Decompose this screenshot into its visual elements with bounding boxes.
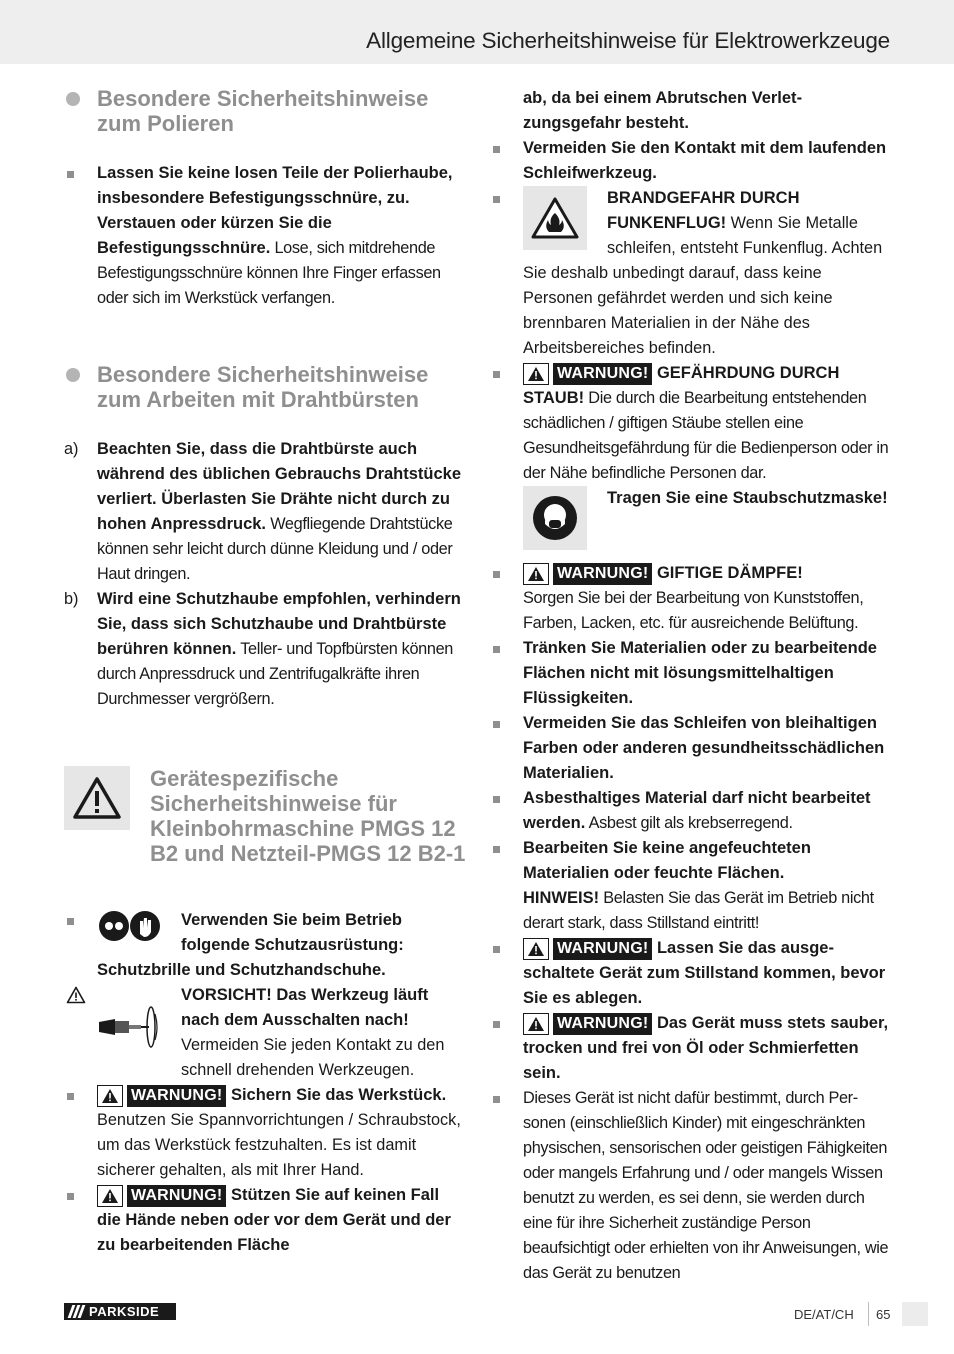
square-bullet-icon bbox=[493, 721, 500, 728]
item-bold-text: Vermeiden Sie das Schleifen von bleihaltigen Farben oder anderen gesundheitsschädlichen Materialien. bbox=[523, 714, 885, 782]
left-column bbox=[64, 86, 466, 1258]
warning-label: WARNUNG! bbox=[127, 1185, 226, 1207]
square-bullet-icon bbox=[493, 846, 500, 853]
list-item-fire bbox=[490, 186, 890, 361]
square-bullet-icon bbox=[493, 196, 500, 203]
footer-divider bbox=[868, 1302, 869, 1326]
item-text: Dieses Gerät ist nicht dafür bestimmt, durch Personen (einschließlich Kinder) mit eingeschränkten physischen, sensorischen oder geistigen Fähigkeiten oder mangels Erfahrung und / oder mangels Wissen benutzt zu werden, es sei denn, sie werden durch eine für ihre Sicherheit zuständige Person beaufsichtigt oder erhielten von ihr Anweisungen, wie das Gerät zu benutzen bbox=[523, 1089, 889, 1282]
item-bold-text: Vermeiden Sie den Kontakt mit dem laufenden Schleifwerkzeug. bbox=[523, 139, 887, 182]
list-item-asbestos bbox=[490, 786, 890, 836]
list-item-dust bbox=[490, 361, 890, 486]
item-bold-text: Verwenden Sie beim Betrieb folgende Schutzausrüstung: Schutzbrille und Schutzhandschuhe. bbox=[97, 911, 404, 979]
item-text: Wegfliegende Drahtstücke können sehr leicht durch dünne Kleidung und / oder Haut dringen. bbox=[97, 515, 453, 583]
item-label: b) bbox=[64, 590, 79, 608]
fire-hazard-icon bbox=[523, 186, 587, 250]
warning-label: WARNUNG! bbox=[553, 938, 652, 960]
warning-triangle-icon bbox=[523, 1013, 549, 1035]
list-item-wet bbox=[490, 836, 890, 936]
warning-triangle-icon bbox=[523, 563, 549, 585]
item-text: Benutzen Sie Spannvorrichtungen / Schraubstock, um das Werkstück festzuhalten. Es ist damit sicherer gehalten, als mit Ihrer Hand. bbox=[97, 1111, 461, 1179]
footer-language: DE/AT/CH bbox=[794, 1307, 854, 1322]
warning-triangle-icon bbox=[64, 766, 130, 830]
item-bold-text: Tränken Sie Materialien oder zu bearbeitende Flächen nicht mit lösungsmittelhaltigen Flüssigkeiten. bbox=[523, 639, 877, 707]
section-heading-text: Gerätespezifische Sicherheitshinweise für Kleinbohrmaschine PMGS 12 B2 und Netzteil-PMGS 12 B2-1 bbox=[150, 766, 466, 866]
bullet-dot-icon bbox=[66, 368, 80, 382]
bullet-dot-icon bbox=[66, 92, 80, 106]
warning-triangle-icon bbox=[523, 938, 549, 960]
warning-badge bbox=[523, 362, 652, 385]
item-bold-text: ab, da bei einem Abrutschen Verletzungsgefahr besteht. bbox=[523, 89, 803, 132]
warning-label: WARNUNG! bbox=[553, 1013, 652, 1035]
item-bold-text: VORSICHT! Das Werkzeug läuft nach dem Ausschalten nach! bbox=[181, 986, 429, 1029]
item-bold-text: Asbesthaltiges Material darf nicht bearbeitet werden. bbox=[523, 789, 871, 832]
warning-badge bbox=[523, 1012, 652, 1035]
square-bullet-icon bbox=[493, 646, 500, 653]
list-item-warning-hands bbox=[64, 1183, 466, 1258]
list-item-caution bbox=[64, 983, 466, 1083]
caution-triangle-icon bbox=[66, 986, 86, 1004]
item-bold-text: Das Gerät muss stets sauber, trocken und frei von Öl oder Schmierfetten sein. bbox=[523, 1014, 889, 1082]
right-column bbox=[490, 86, 890, 1286]
list-item-standstill bbox=[490, 936, 890, 1011]
item-text: Vermeiden Sie jeden Kontakt zu den schnell drehenden Werkzeugen. bbox=[181, 1036, 445, 1079]
warning-badge bbox=[97, 1184, 226, 1207]
list-item-clean bbox=[490, 1011, 890, 1086]
rotating-tool-icon bbox=[97, 1002, 161, 1058]
list-item bbox=[64, 161, 466, 311]
warning-badge bbox=[97, 1084, 226, 1107]
item-bold-text: Bearbeiten Sie keine angefeuchteten Materialien oder feuchte Flächen. bbox=[523, 839, 811, 882]
warning-label: WARNUNG! bbox=[553, 363, 652, 385]
item-bold-text: GIFTIGE DÄMPFE! bbox=[652, 564, 803, 582]
logo-stripes-icon bbox=[70, 1305, 83, 1318]
footer-tab-box bbox=[902, 1302, 928, 1326]
list-item-fumes bbox=[490, 561, 890, 636]
warning-badge bbox=[523, 562, 652, 585]
section-heading-wire-brushes bbox=[64, 362, 466, 412]
square-bullet-icon bbox=[493, 371, 500, 378]
warning-triangle-icon bbox=[97, 1085, 123, 1107]
page-number: 65 bbox=[876, 1307, 891, 1322]
item-bold-text: Wird eine Schutzhaube empfohlen, verhindern Sie, dass sich Schutzhaube und Drahtbürste berühren können. bbox=[97, 590, 461, 658]
item-label: a) bbox=[64, 440, 79, 458]
item-bold-text: Tragen Sie eine Staubschutzmaske! bbox=[607, 489, 888, 507]
item-text: Sorgen Sie bei der Bearbeitung von Kunststoffen, Farben, Lacken, etc. für ausreichende Belüftung. bbox=[523, 589, 864, 632]
section-heading-text: Besondere Sicherheitshinweise zum Arbeiten mit Drahtbürsten bbox=[97, 362, 429, 412]
list-item-solvent bbox=[490, 636, 890, 711]
section-heading-device-specific bbox=[64, 766, 466, 891]
note-label: HINWEIS! bbox=[523, 889, 600, 907]
item-text: Die durch die Bearbeitung entstehenden schädlichen / giftigen Stäube stellen eine Gesundheitsgefährdung für die Bedienperson oder in der Nähe befindliche Personen dar. bbox=[523, 389, 889, 482]
item-text: Asbest gilt als krebserregend. bbox=[585, 814, 793, 832]
logo-text: PARKSIDE bbox=[89, 1304, 160, 1319]
list-item-warning-secure bbox=[64, 1083, 466, 1183]
square-bullet-icon bbox=[67, 1093, 74, 1100]
goggles-gloves-icon bbox=[97, 908, 161, 944]
item-bold-text: Sichern Sie das Werkstück. bbox=[226, 1086, 447, 1104]
section-heading-text: Besondere Sicherheitshinweise zum Polieren bbox=[97, 86, 429, 136]
list-item-mask bbox=[490, 486, 890, 561]
page-title: Allgemeine Sicherheitshinweise für Elektrowerkzeuge bbox=[366, 28, 890, 53]
item-bold-text: GEFÄHRDUNG DURCH STAUB! bbox=[523, 364, 840, 407]
item-text: Lose, sich mitdrehende Befestigungsschnüre können Ihre Finger erfassen oder sich im Werkstück verfangen. bbox=[97, 239, 441, 307]
square-bullet-icon bbox=[493, 1021, 500, 1028]
square-bullet-icon bbox=[493, 946, 500, 953]
square-bullet-icon bbox=[493, 571, 500, 578]
warning-badge bbox=[523, 937, 652, 960]
square-bullet-icon bbox=[67, 1193, 74, 1200]
square-bullet-icon bbox=[493, 796, 500, 803]
item-bold-text: Lassen Sie das ausgeschaltete Gerät zum Stillstand kommen, bevor Sie es ablegen. bbox=[523, 939, 886, 1007]
list-item-children bbox=[490, 1086, 890, 1286]
section-heading-polishing bbox=[64, 86, 466, 136]
warning-label: WARNUNG! bbox=[553, 563, 652, 585]
item-bold-text: Beachten Sie, dass die Drahtbürste auch während des üblichen Gebrauchs Drahtstücke verliert. Überlasten Sie Drähte nicht durch zu hohen Anpressdruck. bbox=[97, 440, 462, 533]
item-bold-text: BRANDGEFAHR DURCH FUNKENFLUG! bbox=[607, 189, 800, 232]
warning-triangle-icon bbox=[97, 1185, 123, 1207]
item-text: Teller- und Topfbürsten können durch Anpressdruck und Zentrifugalkräfte ihren Durchmesser vergrößern. bbox=[97, 640, 453, 708]
square-bullet-icon bbox=[67, 171, 74, 178]
parkside-logo bbox=[64, 1303, 176, 1320]
list-item-continued bbox=[490, 86, 890, 136]
square-bullet-icon bbox=[493, 1096, 500, 1103]
item-bold-text: Stützen Sie auf keinen Fall die Hände neben oder vor dem Gerät und der zu bearbeitenden Fläche bbox=[97, 1186, 451, 1254]
list-item-contact bbox=[490, 136, 890, 186]
item-bold-text: Lassen Sie keine losen Teile der Polierhaube, insbesondere Befestigungsschnüre, zu. Verstauen oder kürzen Sie die Befestigungsschnüre. bbox=[97, 164, 453, 257]
dust-mask-icon bbox=[523, 486, 587, 550]
list-item-protective-gear bbox=[64, 908, 466, 983]
square-bullet-icon bbox=[493, 146, 500, 153]
item-text: Belasten Sie das Gerät im Betrieb nicht derart stark, dass Stillstand eintritt! bbox=[523, 889, 874, 932]
warning-label: WARNUNG! bbox=[127, 1085, 226, 1107]
square-bullet-icon bbox=[67, 918, 74, 925]
list-item-lead bbox=[490, 711, 890, 786]
warning-triangle-icon bbox=[523, 363, 549, 385]
list-item-a bbox=[64, 437, 466, 587]
item-text: Wenn Sie Metalle schleifen, entsteht Funkenflug. Achten Sie deshalb unbedingt darauf, dass keine Personen gefährdet werden und sich keine brennbaren Materialien in der Nähe des Arbeitsbereiches befinden. bbox=[523, 214, 883, 357]
list-item-b bbox=[64, 587, 466, 712]
